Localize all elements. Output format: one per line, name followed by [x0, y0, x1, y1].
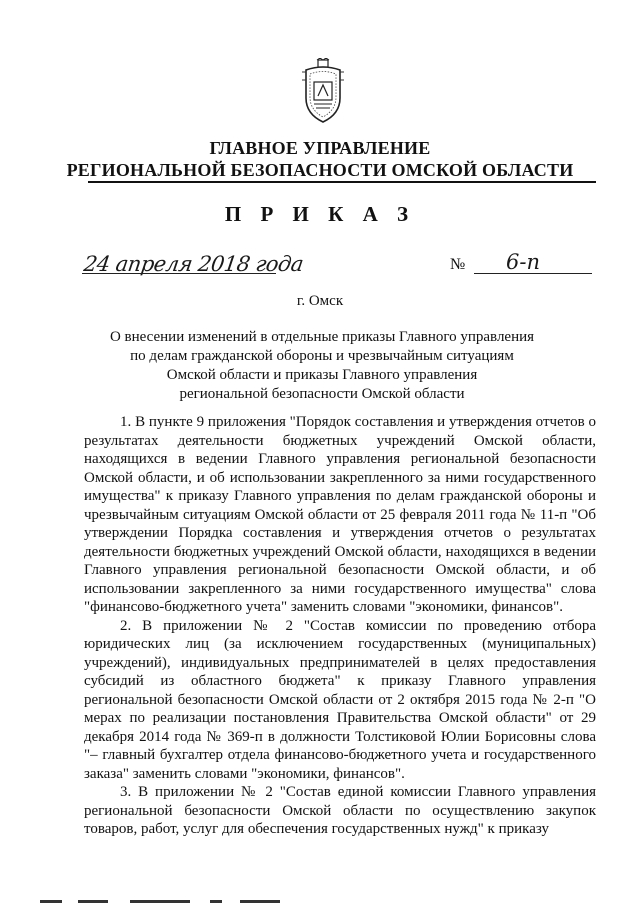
number-label: №	[450, 256, 466, 273]
handwritten-date: 24 апреля 2018 года	[82, 252, 305, 276]
handwritten-number: 6-п	[506, 250, 540, 274]
date-underline	[82, 273, 276, 274]
document-subject	[40, 328, 604, 404]
coat-of-arms-icon	[300, 58, 346, 124]
org-name-line1: ГЛАВНОЕ УПРАВЛЕНИЕ	[209, 138, 431, 158]
paragraph-1: 1. В пункте 9 приложения "Порядок составления и утверждения отчетов о результатах деятельности бюджетных учреждений Омской области, находящихся в ведении Главного управления региональной безопасности Омской области, и об использовании закрепленного за ними государственного имущества" к приказу Главного управления по делам гражданской обороны и чрезвычайным ситуациям Омской области от 25 февраля 2011 года № 11-п "Об утверждении Порядка составления и утверждения отчетов о результатах деятельности бюджетных учреждений Омской области, находящихся в ведении Главного управления региональной безопасности Омской области, и об использовании закрепленного за ними государственного имущества" слова "финансово-бюджетного учета" заменить словами "экономики, финансов".	[84, 414, 596, 615]
org-name-line2: РЕГИОНАЛЬНОЙ БЕЗОПАСНОСТИ ОМСКОЙ ОБЛАСТИ	[66, 160, 574, 180]
scan-edge-artifact	[0, 898, 640, 905]
subject-line: О внесении изменений в отдельные приказы Главного управления	[109, 329, 535, 345]
document-title: П Р И К А З	[224, 202, 416, 226]
city-label: г. Омск	[296, 293, 344, 309]
number-underline	[474, 273, 592, 274]
subject-line: по делам гражданской обороны и чрезвычайным ситуациям	[130, 348, 514, 364]
subject-line: региональной безопасности Омской области	[179, 386, 465, 402]
header-divider	[88, 181, 596, 183]
paragraph-3: 3. В приложении № 2 "Состав единой комиссии Главного управления региональной безопасности Омской области по осуществлению закупок товаров, работ, услуг для обеспечения государственных нужд" к приказу	[84, 784, 596, 837]
paragraph-2: 2. В приложении № 2 "Состав комиссии по проведению отбора юридических лиц (за исключением государственных (муниципальных) учреждений), индивидуальных предпринимателей в целях предоставления субсидий из областного бюджета" к приказу Главного управления региональной безопасности Омской области от 2 октября 2015 года № 2-п "О мерах по реализации постановления Правительства Омской области" от 29 декабря 2014 года № 369-п в должности Толстиковой Юлии Борисовны слова "– главный бухгалтер отдела финансово-бюджетного учета и государственного заказа" заменить словами "экономики, финансов".	[84, 617, 596, 782]
subject-line: Омской области и приказы Главного управления	[166, 367, 478, 383]
document-body	[84, 413, 596, 839]
